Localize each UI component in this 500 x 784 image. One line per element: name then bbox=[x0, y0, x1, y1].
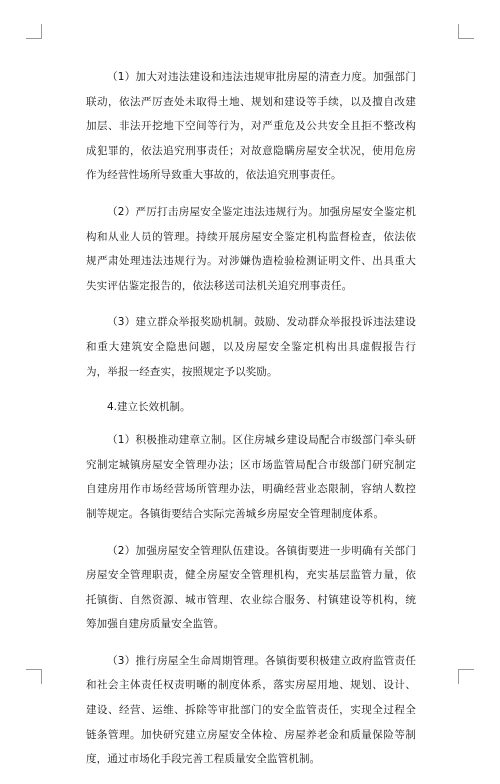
crop-mark-bottom-left bbox=[41, 669, 42, 684]
paragraph-appraisal-violations: （2）严厉打击房屋安全鉴定违法违规行为。加强房屋安全鉴定机构和从业人员的管理。持续开展房屋安全鉴定机构监督检查，依法依规严肃处理违法违规行为。对涉嫌伪造检验检测证明文件、出具重大失实评估鉴定报告的，依法移送司法机关追究刑事责任。 bbox=[86, 205, 416, 292]
crop-mark-bottom-right bbox=[458, 669, 474, 670]
crop-mark-bottom-left bbox=[26, 669, 42, 670]
crop-mark-top-right bbox=[458, 38, 474, 39]
crop-mark-top-left bbox=[26, 38, 42, 39]
paragraph-lifecycle-management: （3）推行房屋全生命周期管理。各镇街要积极建立政府监管责任和社会主体责任权责明晰的制度体系，落实房屋用地、规划、设计、建设、经营、运维、拆除等审批部门的安全监管责任，实现全过程全链条管理。加快研究建立房屋安全体检、房屋养老金和质量保险等制度，通过市场化手段完善工程质量安全监管机制。 bbox=[86, 654, 416, 766]
crop-mark-bottom-right bbox=[458, 669, 459, 684]
paragraph-reporting-rewards: （3）建立群众举报奖励机制。鼓励、发动群众举报投诉违法建设和重大建筑安全隐患问题，以及房屋安全鉴定机构出具虚假报告行为，举报一经查实，按照规定予以奖励。 bbox=[86, 316, 416, 378]
crop-mark-top-right bbox=[458, 24, 459, 39]
crop-mark-top-left bbox=[41, 24, 42, 39]
paragraph-illegal-construction-inspection: （1）加大对违法建设和违法违规审批房屋的清查力度。加强部门联动，依法严厉查处未取得土地、规划和建设等手续，以及擅自改建加层、非法开挖地下空间等行为，对严重危及公共安全且拒不整改构成犯罪的，依法追究刑事责任；对故意隐瞒房屋安全状况，使用危房作为经营性场所导致重大事故的，依法追究刑事责任。 bbox=[86, 71, 416, 182]
paragraph-rules-regulations: （1）积极推动建章立制。区住房城乡建设局配合市级部门牵头研究制定城镇房屋安全管理办法；区市场监管局配合市级部门研究制定自建房用作市场经营场所管理办法，明确经营业态限制，容纳人数控制等规定。各镇街要结合实际完善城乡房屋安全管理制度体系。 bbox=[86, 434, 416, 520]
section-heading-long-term-mechanism: 4.建立长效机制。 bbox=[107, 401, 191, 414]
document-body bbox=[86, 65, 416, 784]
paragraph-management-team: （2）加强房屋安全管理队伍建设。各镇街要进一步明确有关部门房屋安全管理职责，健全房屋安全管理机构，充实基层监管力量，依托镇街、自然资源、城市管理、农业综合服务、村镇建设等机构，统筹加强自建房质量安全监管。 bbox=[86, 544, 416, 631]
